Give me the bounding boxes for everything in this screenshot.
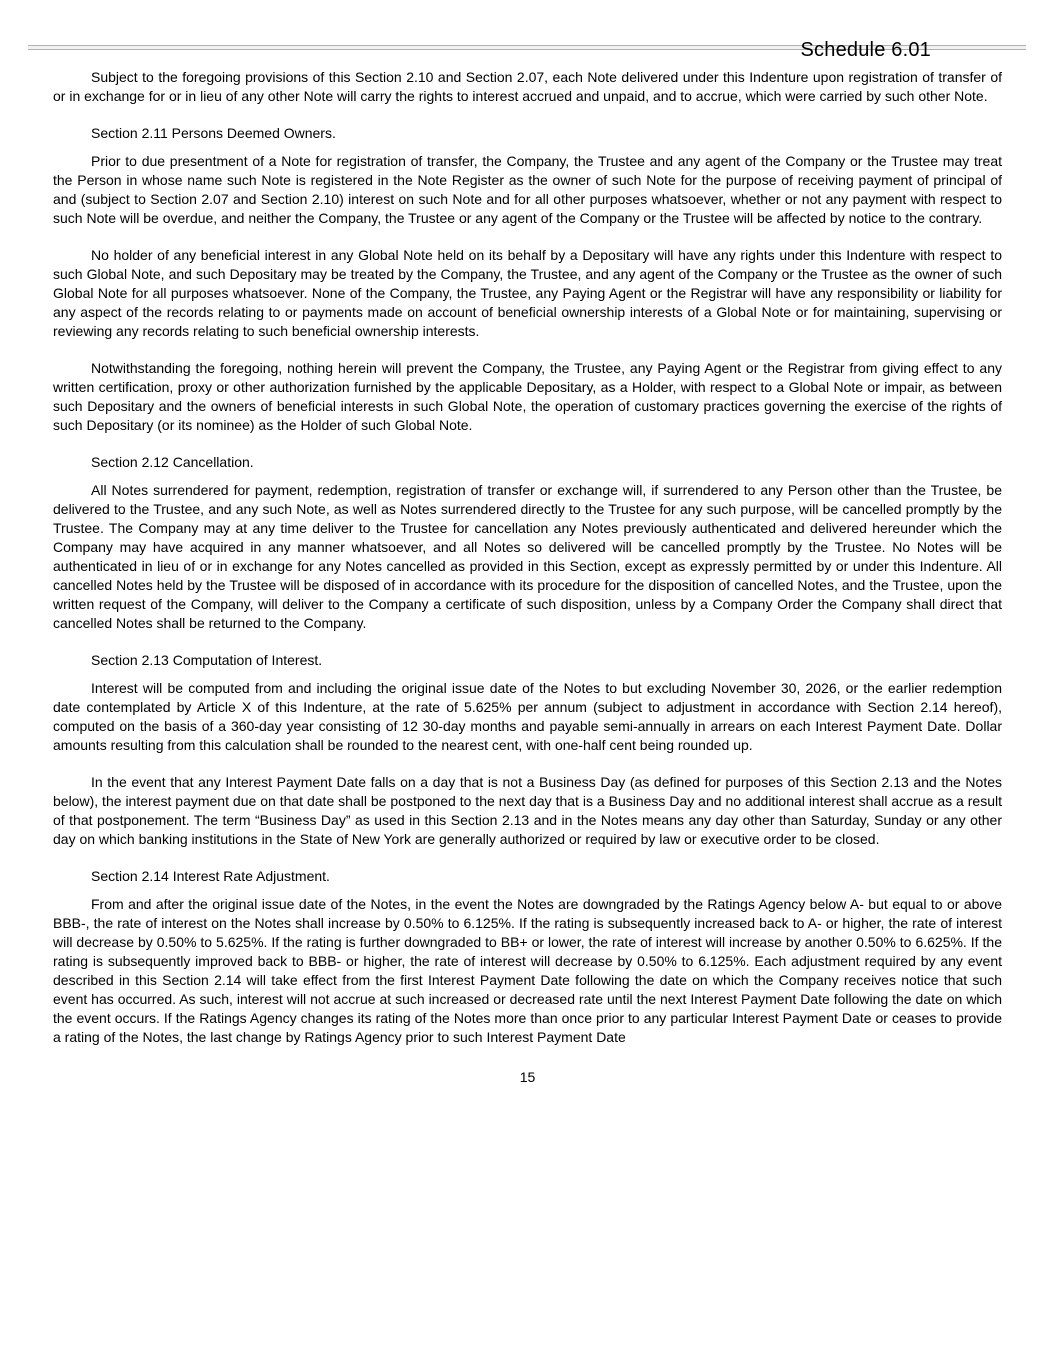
intro-paragraph: Subject to the foregoing provisions of this Section 2.10 and Section 2.07, each Note delivered under this Indenture upon registration of transfer of or in exchange for or in lieu of any other Note will carry the rights to interest accrued and unpaid, and to accrue, which were carried by such other Note. xyxy=(53,69,1002,104)
section-2-13-paragraph-1: Interest will be computed from and including the original issue date of the Notes to but excluding November 30, 2026, or the earlier redemption date contemplated by Article X of this Indenture, at the rate of 5.625% per annum (subject to adjustment in accordance with Section 2.14 hereof), computed on the basis of a 360-day year consisting of 12 30-day months and payable semi-annually in arrears on each Interest Payment Date. Dollar amounts resulting from this calculation shall be rounded to the nearest cent, with one-half cent being rounded up. xyxy=(53,680,1002,753)
section-2-13-paragraph-2: In the event that any Interest Payment Date falls on a day that is not a Business Day (as defined for purposes of this Section 2.13 and the Notes below), the interest payment due on that date shall be postponed to the next day that is a Business Day and no additional interest shall accrue as a result of that postponement. The term “Business Day” as used in this Section 2.13 and in the Notes means any day other than Saturday, Sunday or any other day on which banking institutions in the State of New York are generally authorized or required by law or executive order to be closed. xyxy=(53,774,1002,847)
section-2-12-paragraph: All Notes surrendered for payment, redemption, registration of transfer or exchange will, if surrendered to any Person other than the Trustee, be delivered to the Trustee, and any such Note, as well as Notes surrendered directly to the Trustee for any such purpose, will be cancelled promptly by the Trustee. The Company may at any time deliver to the Trustee for cancellation any Notes previously authenticated and delivered hereunder which the Company may have acquired in any manner whatsoever, and all Notes so delivered will be cancelled promptly by the Trustee. No Notes will be authenticated in lieu of or in exchange for any Notes cancelled as provided in this Section, except as expressly permitted by or under this Indenture. All cancelled Notes held by the Trustee will be disposed of in accordance with its procedure for the disposition of cancelled Notes, and the Trustee, upon the written request of the Company, will deliver to the Company a certificate of such disposition, unless by a Company Order the Company shall direct that cancelled Notes shall be returned to the Company. xyxy=(53,482,1002,631)
document-body xyxy=(53,68,1002,1065)
section-2-14-paragraph: From and after the original issue date of the Notes, in the event the Notes are downgraded by the Ratings Agency below A- but equal to or above BBB-, the rate of interest on the Notes shall increase by 0.50% to 6.125%. If the rating is subsequently increased back to A- or higher, the rate of interest will decrease by 0.50% to 5.625%. If the rating is further downgraded to BB+ or lower, the rate of interest will increase by another 0.50% to 6.625%. If the rating is subsequently improved back to BBB- or higher, the rate of interest will decrease by 0.50% to 6.125%. Each adjustment required by any event described in this Section 2.14 will take effect from the first Interest Payment Date following the date on which the Company receives notice that such event has occurred. As such, interest will not accrue at such increased or decreased rate until the next Interest Payment Date following the date on which the event occurs. If the Ratings Agency changes its rating of the Notes more than once prior to any particular Interest Payment Date or ceases to provide a rating of the Notes, the last change by Ratings Agency prior to such Interest Payment Date xyxy=(53,896,1002,1045)
page-number: 15 xyxy=(519,1069,536,1085)
schedule-label: Schedule 6.01 xyxy=(800,39,931,61)
section-2-11-paragraph-3: Notwithstanding the foregoing, nothing herein will prevent the Company, the Trustee, any Paying Agent or the Registrar from giving effect to any written certification, proxy or other authorization furnished by the applicable Depositary, as a Holder, with respect to a Global Note or impair, as between such Depositary and the owners of beneficial interests in such Global Note, the operation of customary practices governing the exercise of the rights of such Depositary (or its nominee) as the Holder of such Global Note. xyxy=(53,360,1002,433)
section-2-11-paragraph-1: Prior to due presentment of a Note for registration of transfer, the Company, the Trustee and any agent of the Company or the Trustee may treat the Person in whose name such Note is registered in the Note Register as the owner of such Note for the purpose of receiving payment of principal of and (subject to Section 2.07 and Section 2.10) interest on such Note and for all other purposes whatsoever, whether or not any payment with respect to such Note will be overdue, and neither the Company, the Trustee or any agent of the Company or the Trustee will be affected by notice to the contrary. xyxy=(53,153,1002,226)
section-2-11-paragraph-2: No holder of any beneficial interest in any Global Note held on its behalf by a Depositary will have any rights under this Indenture with respect to such Global Note, and such Depositary may be treated by the Company, the Trustee, and any agent of the Company or the Trustee as the owner of such Global Note for all purposes whatsoever. None of the Company, the Trustee, any Paying Agent or the Registrar will have any responsibility or liability for any aspect of the records relating to or payments made on account of beneficial ownership interests of a Global Note or for maintaining, supervising or reviewing any records relating to such beneficial ownership interests. xyxy=(53,247,1002,339)
section-2-11-heading: Section 2.11 Persons Deemed Owners. xyxy=(91,125,336,141)
section-2-14-heading: Section 2.14 Interest Rate Adjustment. xyxy=(91,868,330,884)
section-2-13-heading: Section 2.13 Computation of Interest. xyxy=(91,652,323,668)
section-2-12-heading: Section 2.12 Cancellation. xyxy=(91,454,254,470)
